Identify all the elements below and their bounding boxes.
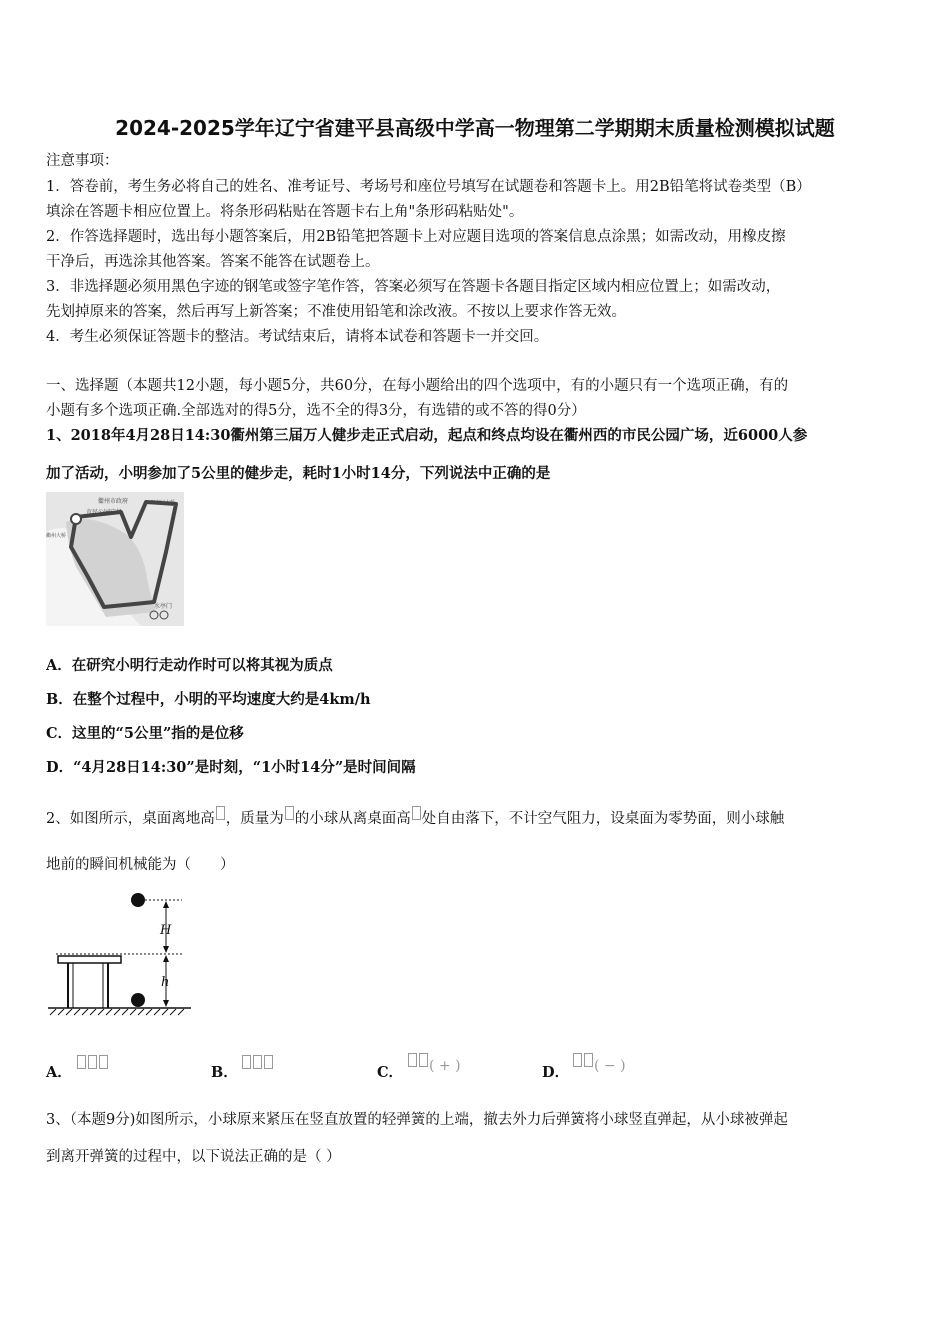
map-label-gov: 衢州市政府 bbox=[98, 498, 129, 505]
section-instructions: 一、选择题（本题共12小题，每小题5分，共60分，在每小题给出的四个选项中，有的小题只有一个选项正确，有的 bbox=[46, 378, 789, 394]
q2-part: 处自由落下，不计空气阻力，设桌面为零势面，则小球触 bbox=[421, 811, 785, 827]
missing-symbol-box bbox=[412, 806, 421, 820]
section-instructions: 小题有多个选项正确.全部选对的得5分，选不全的得3分，有选错的或不答的得0分） bbox=[46, 403, 586, 419]
question-2-text: 地前的瞬间机械能为（ ） bbox=[46, 857, 235, 873]
q2-option-b: B． bbox=[211, 1064, 238, 1081]
option-b: B．在整个过程中，小明的平均速度大约是4km/h bbox=[46, 691, 371, 708]
note-line: 2．作答选择题时，选出每小题答案后，用2B铅笔把答题卡上对应题目选项的答案信息点涂黑；如需改动，用橡皮擦 bbox=[46, 229, 786, 245]
q2-option-d: D． bbox=[542, 1064, 570, 1081]
question-1-text: 加了活动，小明参加了5公里的健步走，耗时1小时14分，下列说法中正确的是 bbox=[46, 465, 551, 482]
q2-option-a: A． bbox=[46, 1064, 72, 1081]
formula-text: ( − ) bbox=[594, 1058, 626, 1074]
label-h: h bbox=[161, 975, 170, 990]
q2-part: 2、如图所示，桌面离地高 bbox=[46, 811, 215, 827]
q2-formula-b bbox=[241, 1055, 274, 1076]
q2-formula-d bbox=[572, 1053, 626, 1074]
option-d: D．“4月28日14:30”是时刻，“1小时14分”是时间间隔 bbox=[46, 759, 416, 776]
note-line: 1．答卷前，考生务必将自己的姓名、准考证号、考场号和座位号填写在试题卷和答题卡上。用2B铅笔将试卷类型（B） bbox=[46, 179, 811, 195]
note-line: 3．非选择题必须用黑色字迹的钢笔或签字笔作答，答案必须写在答题卡各题目指定区域内相应位置上；如需改动， bbox=[46, 279, 781, 295]
q2-option-c: C． bbox=[377, 1064, 404, 1081]
note-line: 4．考生必须保证答题卡的整洁。考试结束后，请将本试卷和答题卡一并交回。 bbox=[46, 329, 549, 345]
option-a: A．在研究小明行走动作时可以将其视为质点 bbox=[46, 657, 333, 674]
missing-symbol-box bbox=[285, 806, 294, 820]
notes-heading: 注意事项： bbox=[46, 153, 119, 169]
formula-text: ( + ) bbox=[429, 1058, 461, 1074]
table-ball-figure bbox=[46, 888, 191, 1016]
map-label-left: 衢州大桥 bbox=[46, 533, 67, 539]
note-line: 干净后，再选涂其他答案。答案不能答在试题卷上。 bbox=[46, 254, 380, 270]
missing-symbol-box bbox=[216, 806, 225, 820]
question-3-text: 3、（本题9分)如图所示，小球原来紧压在竖直放置的轻弹簧的上端，撤去外力后弹簧将小球竖直弹起，从小球被弹起 bbox=[46, 1112, 788, 1128]
q2-part: ，质量为 bbox=[225, 811, 284, 827]
question-2-text bbox=[46, 806, 784, 828]
option-c: C．这里的“5公里”指的是位移 bbox=[46, 725, 244, 742]
map-label-square: 市民公园广场 bbox=[86, 509, 123, 516]
question-3-text: 到离开弹簧的过程中，以下说法正确的是（ ） bbox=[46, 1149, 341, 1165]
q2-formula-c bbox=[407, 1053, 461, 1074]
map-label-right: 西安门大桥 bbox=[150, 500, 176, 506]
q2-formula-a bbox=[76, 1055, 109, 1076]
label-H: H bbox=[160, 923, 172, 938]
page-title: 2024-2025学年辽宁省建平县高级中学高一物理第二学期期末质量检测模拟试题 bbox=[115, 116, 835, 140]
map-label-gate: 水亭门 bbox=[154, 603, 173, 610]
note-line: 填涂在答题卡相应位置上。将条形码粘贴在答题卡右上角"条形码粘贴处"。 bbox=[46, 204, 524, 220]
q2-part: 的小球从离桌面高 bbox=[294, 811, 411, 827]
note-line: 先划掉原来的答案，然后再写上新答案；不准使用铅笔和涂改液。不按以上要求作答无效。 bbox=[46, 304, 626, 320]
route-map-figure bbox=[46, 492, 184, 626]
question-1-text: 1、2018年4月28日14:30衢州第三届万人健步走正式启动，起点和终点均设在衢州西的市民公园广场，近6000人参 bbox=[46, 427, 808, 444]
